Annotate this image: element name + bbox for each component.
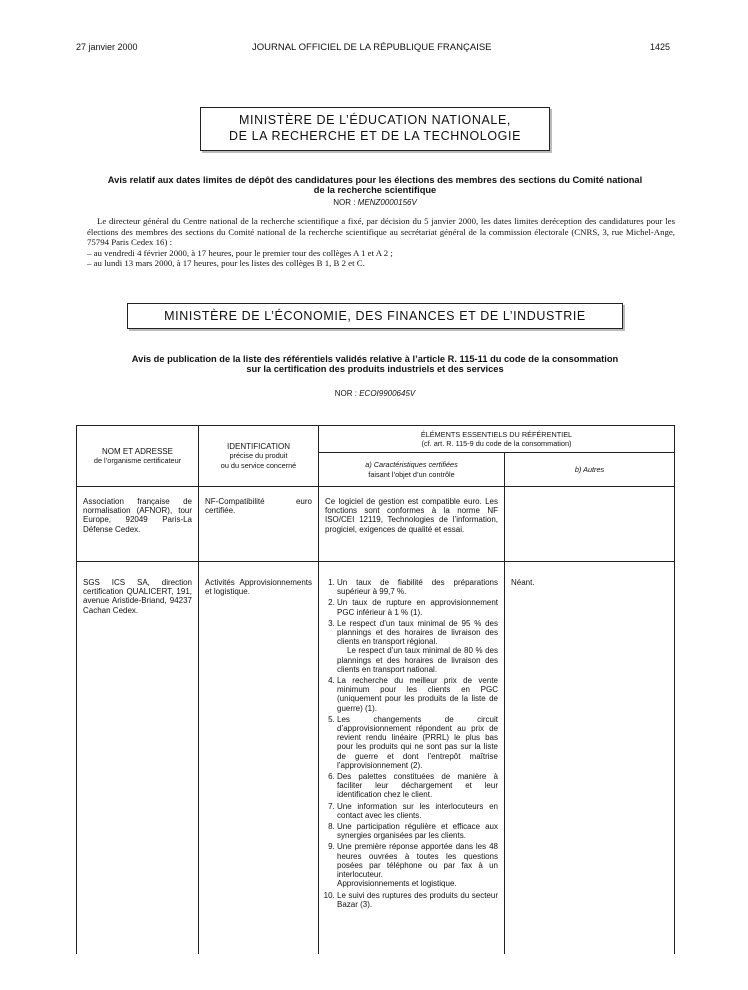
list-item: 1. Un taux de fiabilité des préparations supérieur à 99,7 %. [337, 578, 498, 596]
item9-extra-text: Approvisionnements et logistique. [337, 879, 457, 889]
notice2-title-line1: Avis de publication de la liste des référentiels validés relative à l’article R. 115-11 du code de la consommation [131, 354, 619, 364]
row2-product [199, 562, 319, 955]
list-item [337, 619, 498, 674]
body-bullet-2: – au lundi 13 mars 2000, à 17 heures, pour les listes des collèges B 1, B 2 et C. [87, 258, 365, 268]
list-item: 2. Un taux de rupture en approvisionnement PGC inférieur à 1 % (1). [337, 598, 498, 616]
nor-code: MENZ0000156V [357, 198, 417, 207]
list-item: 8. Une participation régulière et efficace aux synergies organisées par les clients. [337, 822, 498, 840]
nor-reference-1 [70, 198, 680, 207]
column-header-identification [199, 426, 319, 487]
list-item: 7. Une information sur les interlocuteurs en contact avec les clients. [337, 802, 498, 820]
row1-characteristics-text: Ce logiciel de gestion est compatible euro. Les fonctions sont conformes à la norme NF ISO/CEI 12119, Technologies de l’information, progiciel, exigences de qualité et essai. [325, 497, 498, 534]
col2-title: IDENTIFICATION [227, 442, 290, 452]
header-page-number: 1425 [650, 42, 671, 52]
notice-body-elections [87, 216, 675, 269]
ministry-economy-label: MINISTÈRE DE L’ÉCONOMIE, DES FINANCES ET DE L’INDUSTRIE [164, 309, 586, 323]
col3-subtitle: (cf. art. R. 115-9 du code de la consommation) [421, 439, 572, 448]
column-header-elements [319, 426, 675, 453]
list-item [337, 842, 498, 888]
notice-title-line1: Avis relatif aux dates limites de dépôt des candidatures pour les élections des membres des sections du Comité national [107, 175, 643, 185]
row1-product [199, 487, 319, 562]
subheader-caracteristiques [319, 453, 505, 487]
characteristics-list [325, 578, 498, 909]
row2-characteristics [319, 562, 505, 955]
item9-text: 9. Une première réponse apportée dans les 48 heures ouvrées à toutes les questions posées par téléphone ou par fax à un interlocuteur. [337, 842, 498, 880]
ministry-education-box [200, 107, 550, 151]
row1-product-text: NF-Compatibilité euro certifiée. [205, 497, 312, 516]
header-date: 27 janvier 2000 [76, 42, 138, 52]
body-bullet-1: – au vendredi 4 février 2000, à 17 heures, pour le premier tour des collèges A 1 et A 2 ; [87, 247, 393, 258]
column-header-organisme [77, 426, 199, 487]
sub-a-line1: a) Caractéristiques certifiées [365, 460, 458, 470]
list-item: 5. Les changements de circuit d’approvisionnement répondent au prix de revient rendu linéaire (PRRL) le plus bas pour les produits qui ne sont pas sur la liste de guerre et dont l’entrepôt maîtrise l’approvisionnement (2). [337, 715, 498, 770]
item3-extra-text: Le respect d’un taux minimal de 80 % des plannings et des horaires de livraison des clients en transport national. [337, 646, 498, 674]
col2-subtitle-2: ou du service concerné [220, 460, 297, 470]
table-row [77, 487, 675, 562]
col1-title: NOM ET ADRESSE [102, 446, 173, 456]
notice-title-line2: de la recherche scientifique [313, 185, 437, 195]
header-journal-title: JOURNAL OFFICIEL DE LA RÉPUBLIQUE FRANÇAISE [252, 42, 492, 53]
table-row [77, 562, 675, 955]
col1-subtitle: de l’organisme certificateur [93, 456, 182, 465]
subheader-autres [505, 453, 675, 487]
row2-org-text: SGS ICS SA, direction certification QUALICERT, 191, avenue Aristide-Briand, 94237 Cachan Cedex. [83, 578, 192, 615]
nor-reference-2 [70, 389, 680, 398]
ministry-economy-box [127, 303, 623, 329]
list-item: 10. Le suivi des ruptures des produits du secteur Bazar (3). [337, 891, 498, 909]
sub-a-line2: faisant l’objet d’un contrôle [368, 469, 455, 479]
nor-label-2: NOR : [334, 389, 357, 398]
notice-title-referentials [70, 354, 680, 374]
nor-code-2: ECOI9900645V [359, 389, 416, 398]
row2-organisme [77, 562, 199, 955]
notice-title-elections [70, 175, 680, 195]
ministry-education-line1: MINISTÈRE DE L’ÉDUCATION NATIONALE, [239, 113, 511, 127]
body-paragraph: Le directeur général du Centre national de la recherche scientifique a fixé, par décision du 5 janvier 2000, les dates limites deréception des candidatures pour les élections des membres des sections du Comité national de la recherche scientifique au secrétariat général de la commission électorale (CNRS, 3, rue Michel-Ange, 75794 Paris Cedex 16) : [87, 216, 675, 247]
row1-org-text: Association française de normalisation (AFNOR), tour Europe, 92049 Paris-La Défense Cedex. [83, 497, 192, 534]
row2-other [505, 562, 675, 955]
item3-text: 3. Le respect d’un taux minimal de 95 % des plannings et des horaires de livraison des clients en transport régional. [337, 618, 498, 647]
referentials-table [76, 425, 675, 954]
row1-other [505, 487, 675, 562]
row2-product-text: Activités Approvisionnements et logistique. [205, 578, 312, 597]
row1-other-text [505, 487, 674, 497]
row1-characteristics [319, 487, 505, 562]
ministry-education-line2: DE LA RECHERCHE ET DE LA TECHNOLOGIE [228, 129, 522, 143]
row2-characteristics-list [319, 562, 504, 909]
col2-subtitle-1: précise du produit [229, 451, 288, 461]
col3-title: ÉLÉMENTS ESSENTIELS DU RÉFÉRENTIEL [420, 429, 573, 439]
sub-b-label: b) Autres [574, 464, 605, 474]
row2-other-text: Néant. [511, 578, 535, 587]
list-item: 6. Des palettes constituées de manière à faciliter leur déchargement et leur identification chez le client. [337, 772, 498, 800]
notice2-title-line2: sur la certification des produits industriels et des services [246, 364, 504, 374]
list-item: 4. La recherche du meilleur prix de vente minimum pour les clients en PGC (uniquement pour les produits de la liste de guerre) (1). [337, 676, 498, 713]
nor-label: NOR : [333, 198, 356, 207]
row1-organisme [77, 487, 199, 562]
table-header-row [77, 426, 675, 453]
